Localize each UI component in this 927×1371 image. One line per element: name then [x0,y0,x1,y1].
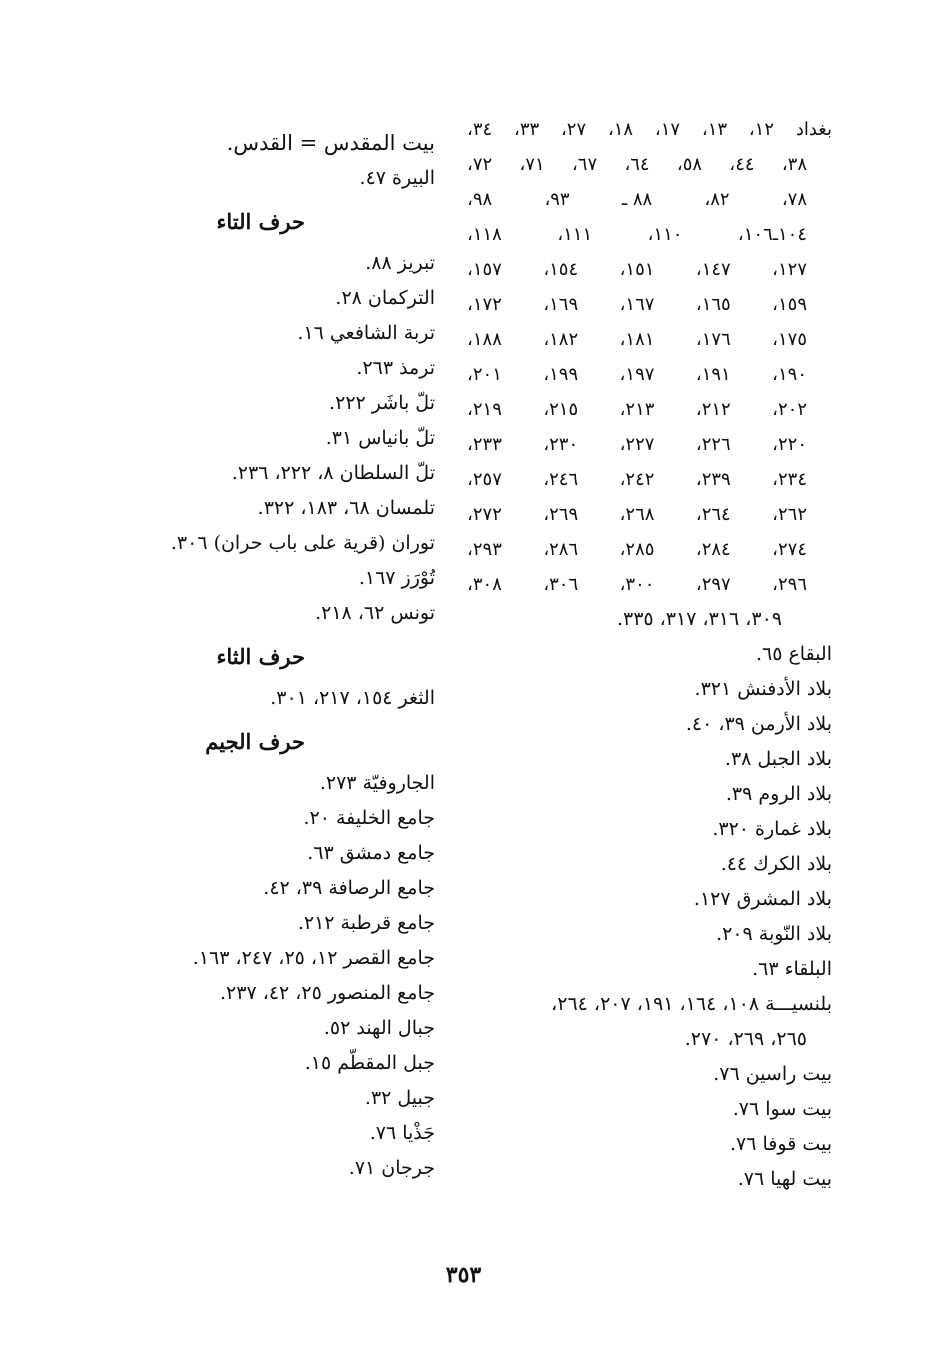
page-ref: ٢٦٢، [772,504,807,525]
page-ref: ٣٨، [781,154,807,175]
page-ref: ٢١٣، [619,399,655,420]
page-ref: ٢٣٤، [772,469,807,490]
page-ref: ١١٠، [647,224,683,245]
page-ref: ٨٨ ـ [621,189,653,210]
page-ref-row [467,357,832,392]
section-heading-thaa: حرف الثاء [216,644,305,669]
page-ref: ٢٩٣، [467,539,502,560]
page-ref: ١٥٧، [467,259,502,280]
index-column-right [467,112,832,1197]
page-ref: ١٧، [654,119,681,140]
page-ref: ٢٤٦، [543,469,579,490]
page-ref-row [467,462,832,497]
index-entry: تبريز ٨٨. [365,252,435,274]
page-ref-row [467,322,832,357]
index-entry: بلاد الأدفنش ٣٢١. [694,678,832,700]
index-entry: جامع القصر ١٢، ٢٥، ٢٤٧، ١٦٣. [192,947,435,969]
index-entry: جامع دمشق ٦٣. [307,842,435,864]
page-ref: ١٧٢، [467,294,502,315]
page-ref: ١٥٤، [543,259,579,280]
page-ref: ٣٠٦، [543,574,579,595]
index-entry: البلقاء ٦٣. [752,958,832,980]
page-ref: ١٦٩، [543,294,579,315]
section-heading-jeem: حرف الجيم [205,729,305,754]
index-entry: بيت سوا ٧٦. [732,1098,832,1120]
page-ref: ٧١، [519,154,545,175]
page-ref: ٣٠٨، [467,574,502,595]
section-heading-taa: حرف التاء [216,209,305,234]
page-ref: ٢٥٧، [467,469,502,490]
page-ref: ١٥٩، [772,294,807,315]
page-ref: ٣٠٠، [619,574,655,595]
page-ref: ٢٤٢، [619,469,655,490]
page-ref: ٥٨، [676,154,703,175]
page-ref: ٢٨٦، [543,539,579,560]
index-entry: البقاع ٦٥. [755,643,832,665]
page-ref: ١٨٢، [543,329,579,350]
page-ref: ٢٣٠، [543,434,579,455]
index-entry: ترمذ ٢٦٣. [356,357,435,379]
index-entry: تلّ باشَر ٢٢٢. [329,392,435,414]
page-ref: ١٧٥، [772,329,807,350]
index-entry: بلاد النّوبة ٢٠٩. [716,923,832,945]
page-ref: ١٩١، [695,364,731,385]
index-entry: بلاد غمارة ٣٢٠. [712,818,832,840]
index-entry: جَذْيا ٧٦. [369,1122,435,1144]
page-ref: ١٩٧، [619,364,655,385]
page-ref: ٢٢٦، [695,434,731,455]
page-ref: ١٠٤ـ١٠٦، [737,224,807,245]
entry-headword: بغداد [795,119,832,140]
index-entry: تلّ السلطان ٨، ٢٢٢، ٢٣٦. [231,462,435,484]
page-ref: ١٨٨، [467,329,502,350]
page-ref: ٧٢، [467,154,493,175]
page-ref: ٢٩٧، [695,574,731,595]
index-column-left [145,126,435,1186]
index-entry-continuation: ٢٦٥، ٢٦٩، ٢٧٠. [684,1028,807,1050]
page-ref-row [467,147,832,182]
index-entry: توران (قرية على باب حران) ٣٠٦. [170,532,435,554]
index-entry: جبل المقطّم ١٥. [304,1052,435,1074]
page-ref: ٢٣٣، [467,434,502,455]
page-ref-row [467,567,832,602]
index-entry: بيت المقدس = القدس. [226,131,435,155]
page-ref-row [467,252,832,287]
page-ref: ٢٦٨، [619,504,655,525]
page-ref: ٧٨، [781,189,807,210]
page-ref: ١٢، [748,119,775,140]
page-ref: ٢٨٤، [695,539,731,560]
page-ref: ١١٨، [467,224,502,245]
page-ref-row [467,217,832,252]
page-ref: ٨٢، [704,189,730,210]
page-ref: ٢٦٤، [695,504,731,525]
page-ref: ١٩٠، [772,364,807,385]
page-ref: ٢٠١، [467,364,502,385]
page-ref: ١٣، [701,119,728,140]
page-ref: ٩٨، [467,189,493,210]
page-ref-row [467,392,832,427]
page-ref: ٢٢٧، [619,434,655,455]
page-ref: ٢١٢، [695,399,731,420]
index-entry: بلاد الأرمن ٣٩، ٤٠. [685,713,832,735]
page-ref: ٢٦٩، [543,504,579,525]
index-entry: جبال الهند ٥٢. [323,1017,435,1039]
index-entry: تربة الشافعي ١٦. [297,322,435,344]
page-ref: ٢٢٠، [772,434,807,455]
page-ref: ٦٧، [571,154,598,175]
index-entry: الجاروفيّة ٢٧٣. [319,772,435,794]
page-ref: ٦٤، [624,154,650,175]
page-ref: ١٨، [607,119,634,140]
page-ref: ١٧٦، [695,329,731,350]
index-entry: بلاد المشرق ١٢٧. [693,888,832,910]
index-entry: بلاد الروم ٣٩. [725,783,832,805]
page-ref: ٢١٥، [543,399,579,420]
page-ref: ١٦٥، [695,294,731,315]
page-ref: ٢٧٢، [467,504,502,525]
page-ref: ٣٣، [514,119,540,140]
page-ref: ١٦٧، [619,294,655,315]
page-ref: ١٨١، [619,329,655,350]
page-number: ٣٥٣ [445,1262,482,1288]
page-ref: ٢٧، [560,119,587,140]
page-ref-row [467,497,832,532]
page-ref: ٣٤، [467,119,493,140]
page-ref: ١٤٧، [695,259,731,280]
index-entry: جامع قرطبة ٢١٢. [297,912,435,934]
index-entry: تُوْرَز ١٦٧. [358,567,435,589]
page-ref-row [467,287,832,322]
index-entry: جامع المنصور ٢٥، ٤٢، ٢٣٧. [219,982,435,1004]
page-ref-row [467,182,832,217]
page-ref: ١٢٧، [772,259,807,280]
index-entry: بلاد الجبل ٣٨. [724,748,832,770]
page-ref: ٢٠٢، [772,399,807,420]
page-ref: ٢٣٩، [695,469,731,490]
page-ref-row-last: ٣٠٩، ٣١٦، ٣١٧، ٣٣٥. [616,608,782,630]
index-entry: جامع الرصافة ٣٩، ٤٢. [263,877,435,899]
page-ref: ٢٨٥، [619,539,655,560]
page-ref: ٢٩٦، [772,574,807,595]
index-entry: التركمان ٢٨. [335,287,435,309]
page-ref-row [467,532,832,567]
index-entry: بيت لهيا ٧٦. [737,1168,832,1190]
page-ref: ١١١، [557,224,593,245]
index-entry: جرجان ٧١. [348,1157,435,1179]
index-entry-balansia: بلنسيـــة ١٠٨، ١٦٤، ١٩١، ٢٠٧، ٢٦٤، [551,993,832,1015]
page-ref: ٢١٩، [467,399,502,420]
page-ref: ٢٧٤، [772,539,807,560]
index-entry: تلمسان ٦٨، ١٨٣، ٣٢٢. [257,497,435,519]
index-entry-baghdad [467,112,832,147]
index-entry: الثغر ١٥٤، ٢١٧، ٣٠١. [270,687,435,709]
index-entry: بلاد الكرك ٤٤. [720,853,832,875]
index-entry: تلّ بانياس ٣١. [325,427,435,449]
index-entry: بيت قوفا ٧٦. [730,1133,832,1155]
page-ref: ١٥١، [619,259,655,280]
page-ref: ١٩٩، [543,364,579,385]
page-ref: ٤٤، [729,154,755,175]
index-entry: تونس ٦٢، ٢١٨. [315,602,435,624]
index-entry: جبيل ٣٢. [364,1087,435,1109]
page-ref: ٩٣، [544,189,570,210]
page-ref-row [467,427,832,462]
index-entry: بيت راسين ٧٦. [713,1063,832,1085]
index-entry: جامع الخليفة ٢٠. [303,807,435,829]
index-entry: البيرة ٤٧. [359,167,435,189]
